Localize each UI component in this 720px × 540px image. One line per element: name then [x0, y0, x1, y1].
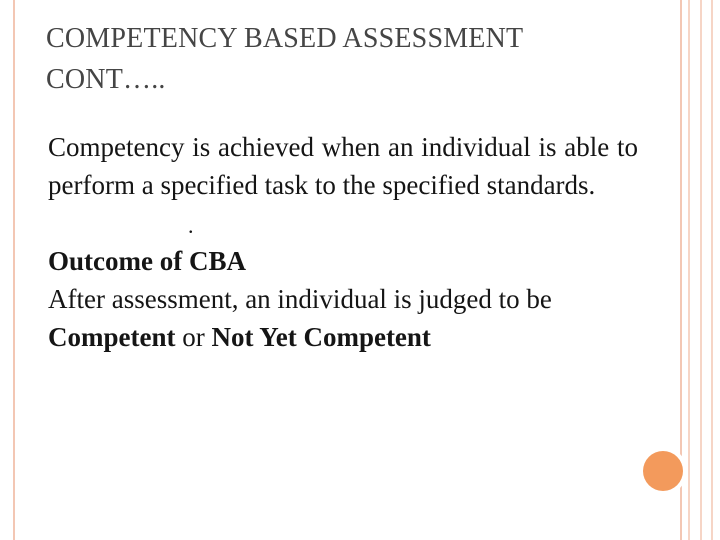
competency-definition: Competency is achieved when an individual is able to perform a specified task to the specified standards. — [48, 132, 638, 200]
result-connector: or — [175, 322, 212, 352]
orange-circle-fill — [643, 451, 683, 491]
result-not-yet-competent: Not Yet Competent — [211, 322, 431, 352]
result-competent: Competent — [48, 322, 176, 352]
side-rail — [688, 0, 702, 540]
outcome-text: After assessment, an individual is judged to be — [48, 284, 552, 314]
stray-dot: . — [188, 213, 194, 238]
orange-circle-icon — [639, 447, 687, 495]
side-rail-line — [711, 0, 713, 540]
outcome-heading: Outcome of CBA — [48, 246, 246, 276]
outcome-result — [48, 318, 638, 356]
slide-title: COMPETENCY BASED ASSESSMENT CONT….. — [46, 23, 523, 95]
slide-body — [48, 128, 638, 356]
